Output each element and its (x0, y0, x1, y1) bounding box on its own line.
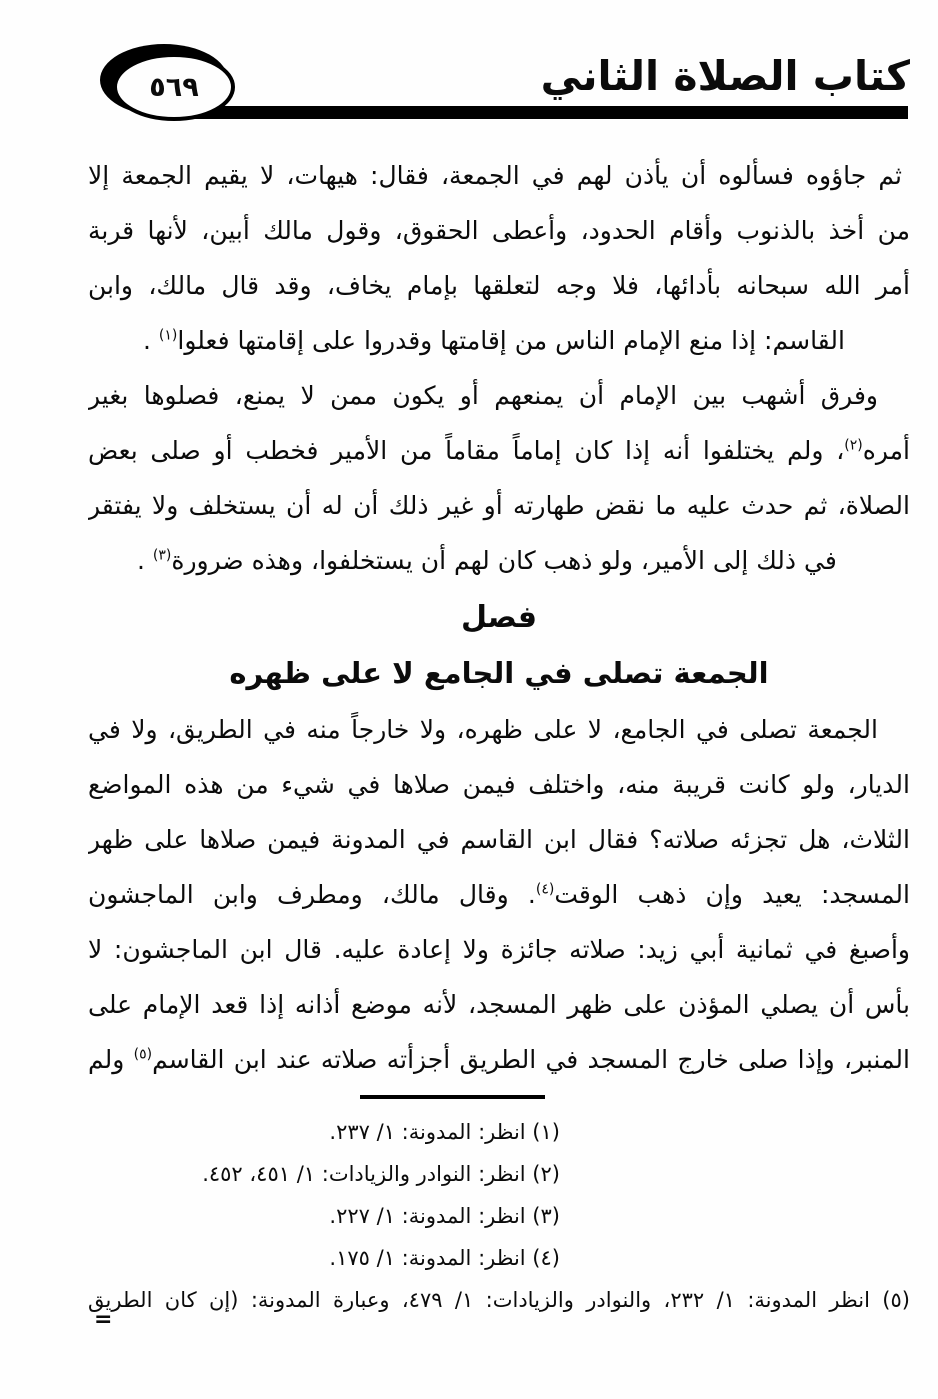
footnotes-section (0, 1095, 938, 1332)
footnote-ref-2: (٢) (844, 437, 863, 454)
body-line-5: وفرق أشهب بين الإمام أن يمنعهم أو يكون ممن لا يمنع، فصلوها بغير (88, 381, 878, 410)
line-text: . وقال مالك، ومطرف وابن الماجشون (88, 880, 536, 909)
footnote-3: (٣) انظر: المدونة: ١/ ٢٢٧. (329, 1204, 560, 1228)
line-text: المسجد: يعيد وإن ذهب الوقت (554, 880, 910, 909)
footnote-5: (٥) انظر المدونة: ١/ ٢٣٢، والنوادر والزيادات: ١/ ٤٧٩، وعبارة المدونة: (إن كان الطريق (88, 1288, 910, 1312)
body-line-6 (88, 423, 910, 478)
body-line-13: وأصبغ في ثمانية أبي زيد: صلاته جائزة ولا إعادة عليه. قال ابن الماجشون: لا (88, 935, 910, 964)
footnote-4: (٤) انظر: المدونة: ١/ ١٧٥. (329, 1246, 560, 1270)
footnote-ref-3: (٣) (152, 547, 172, 564)
body-line-8 (88, 533, 910, 588)
section-title: الجمعة تصلى في الجامع لا على ظهره (229, 656, 769, 690)
body-line-7: الصلاة، ثم حدث عليه ما نقض طهارته أو غير ذلك أن له أن يستخلف ولا يفتقر (88, 491, 910, 520)
line-text: ولم (88, 1045, 134, 1074)
page-body (0, 148, 938, 1087)
line-text: القاسم: إذا منع الإمام الناس من إقامتها وقدروا على إقامتها فعلوا (177, 326, 845, 355)
line-text: أمره (862, 436, 910, 465)
line-text: ، ولم يختلفوا أنه إذا كان إماماً مقاماً من الأمير فخطب أو صلى بعض (88, 436, 845, 465)
body-line-10: الديار، ولو كانت قريبة منه، واختلف فيمن صلاها في شيء من هذه المواضع (88, 770, 910, 799)
body-line-11: الثلاث، هل تجزئه صلاته؟ فقال ابن القاسم في المدونة فيمن صلاها على ظهر (88, 825, 910, 854)
body-line-1: ثم جاؤوه فسألوه أن يأذن لهم في الجمعة، فقال: هيهات، لا يقيم الجمعة إلا (88, 161, 902, 190)
footnote-1: (١) انظر: المدونة: ١/ ٢٣٧. (329, 1120, 560, 1144)
body-line-4 (88, 313, 910, 368)
line-text: المنبر، وإذا صلى خارج المسجد في الطريق أجزأته صلاته عند ابن القاسم (152, 1045, 910, 1074)
page-header (0, 0, 938, 140)
body-line-3: أمر الله سبحانه بأدائها، فلا وجه لتعلقها بإمام يخاف، وقد قال مالك، وابن (88, 271, 910, 300)
body-line-15 (88, 1032, 910, 1087)
body-line-12 (88, 867, 910, 922)
footnote-ref-5: (٥) (133, 1046, 153, 1063)
book-title: كتاب الصلاة الثاني (540, 52, 910, 100)
line-text: . (143, 326, 159, 355)
footnote-continuation-mark: = (94, 1307, 113, 1332)
footnote-ref-1: (١) (158, 327, 178, 344)
footnote-separator (360, 1095, 545, 1099)
page-number: ٥٦٩ (149, 72, 199, 103)
body-line-9: الجمعة تصلى في الجامع، لا على ظهره، ولا خارجاً منه في الطريق، ولا في (88, 715, 878, 744)
footnote-ref-4: (٤) (535, 881, 555, 898)
body-line-14: بأس أن يصلي المؤذن على ظهر المسجد، لأنه موضع أذانه إذا قعد الإمام على (88, 990, 910, 1019)
header-rule (250, 106, 908, 119)
line-text: . (137, 546, 153, 575)
body-line-2: من أخذ بالذنوب وأقام الحدود، وأعطى الحقوق، وقول مالك أبين، لأنها قربة (88, 216, 910, 245)
line-text: في ذلك إلى الأمير، ولو ذهب كان لهم أن يستخلفوا، وهذه ضرورة (171, 546, 837, 575)
section-kicker: فصل (461, 600, 537, 635)
footnote-2: (٢) انظر: النوادر والزيادات: ١/ ٤٥١، ٤٥٢. (202, 1162, 560, 1186)
